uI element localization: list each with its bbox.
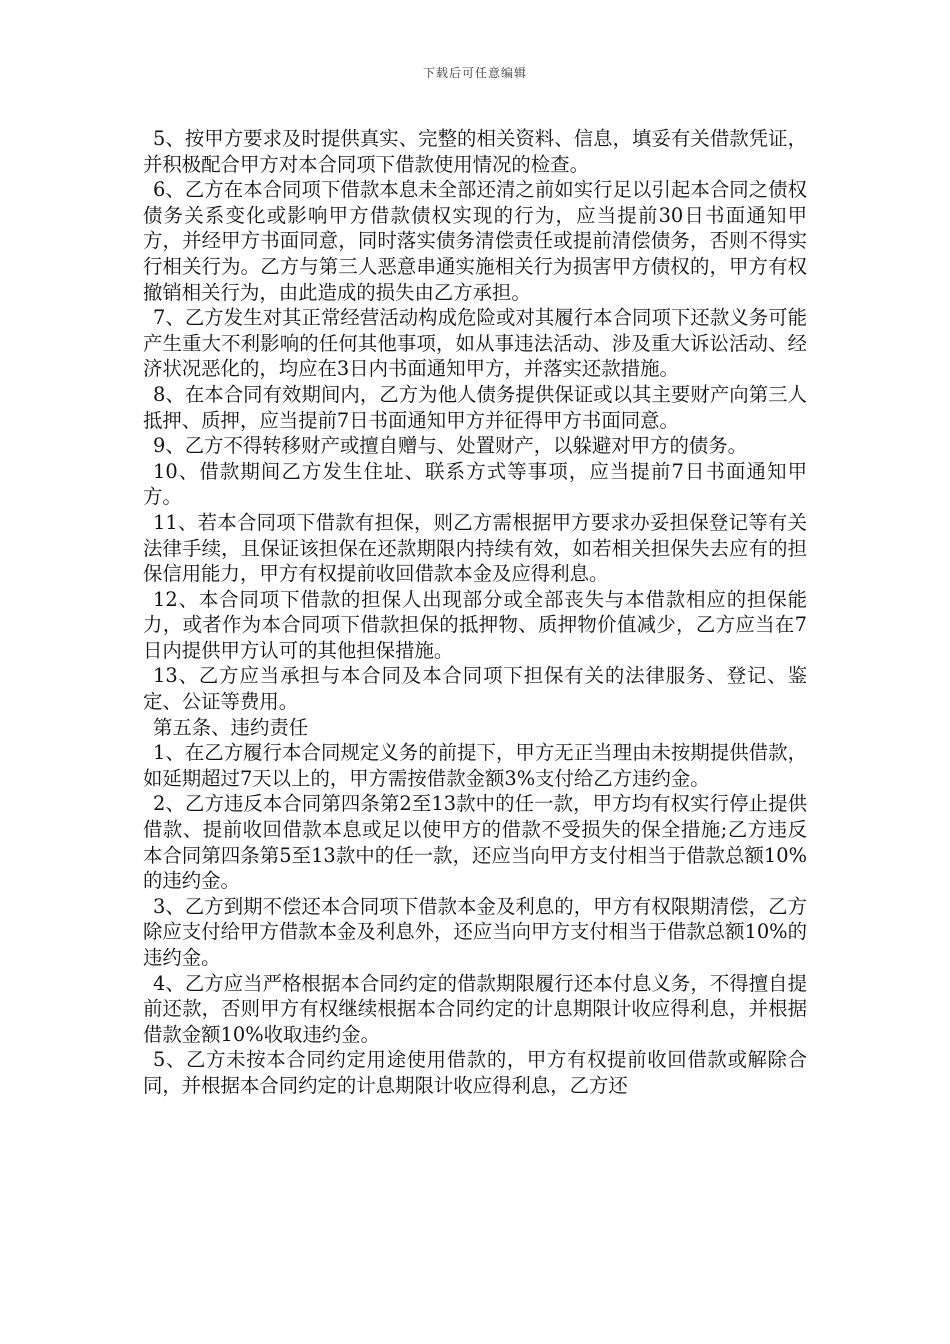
clause-4-13: 13、乙方应当承担与本合同及本合同项下担保有关的法律服务、登记、鉴定、公证等费用。: [143, 664, 807, 714]
clause-4-7: 7、乙方发生对其正常经营活动构成危险或对其履行本合同项下还款义务可能产生重大不利影响的任何其他事项，如从事违法活动、涉及重大诉讼活动、经济状况恶化的，均应在3日内书面通知甲方，并落实还款措施。: [143, 306, 807, 381]
page-header: 下载后可任意编辑: [422, 66, 527, 80]
clause-4-8: 8、在本合同有效期间内，乙方为他人债务提供保证或以其主要财产向第三人抵押、质押，应当提前7日书面通知甲方并征得甲方书面同意。: [143, 382, 807, 432]
clause-4-12: 12、本合同项下借款的担保人出现部分或全部丧失与本借款相应的担保能力，或者作为本合同项下借款担保的抵押物、质押物价值减少，乙方应当在7日内提供甲方认可的其他担保措施。: [143, 587, 807, 662]
clause-5-2: 2、乙方违反本合同第四条第2至13款中的任一款，甲方均有权实行停止提供借款、提前收回借款本息或足以使甲方的借款不受损失的保全措施;乙方违反本合同第四条第5至13款中的任一款，还应当向甲方支付相当于借款总额10%的违约金。: [143, 792, 807, 893]
clause-5-1: 1、在乙方履行本合同规定义务的前提下，甲方无正当理由未按期提供借款，如延期超过7天以上的，甲方需按借款金额3%支付给乙方违约金。: [143, 741, 807, 790]
clause-4-11: 11、若本合同项下借款有担保，则乙方需根据甲方要求办妥担保登记等有关法律手续，且保证该担保在还款期限内持续有效，如若相关担保失去应有的担保信用能力，甲方有权提前收回借款本金及应得利息。: [143, 510, 807, 586]
clause-4-10: 10、借款期间乙方发生住址、联系方式等事项，应当提前7日书面通知甲方。: [143, 459, 807, 509]
clause-4-9: 9、乙方不得转移财产或擅自赠与、处置财产，以躲避对甲方的债务。: [153, 434, 748, 458]
clause-4-6: 6、乙方在本合同项下借款本息未全部还清之前如实行足以引起本合同之债权债务关系变化或影响甲方借款债权实现的行为，应当提前30日书面通知甲方，并经甲方书面同意，同时落实债务清偿责任或提前清偿债务，否则不得实行相关行为。乙方与第三人恶意串通实施相关行为损害甲方债权的，甲方有权撤销相关行为，由此造成的损失由乙方承担。: [143, 178, 807, 304]
section-heading-article-5: 第五条、违约责任: [153, 715, 309, 739]
clause-4-5: 5、按甲方要求及时提供真实、完整的相关资料、信息，填妥有关借款凭证，并积极配合甲方对本合同项下借款使用情况的检查。: [143, 127, 807, 176]
clause-5-3: 3、乙方到期不偿还本合同项下借款本金及利息的，甲方有权限期清偿，乙方除应支付给甲方借款本金及利息外，还应当向甲方支付相当于借款总额10%的违约金。: [143, 894, 807, 969]
clause-5-4: 4、乙方应当严格根据本合同约定的借款期限履行还本付息义务，不得擅自提前还款，否则甲方有权继续根据本合同约定的计息期限计收应得利息，并根据借款金额10%收取违约金。: [143, 971, 807, 1046]
document-body: [143, 126, 807, 1099]
clause-5-5: 5、乙方未按本合同约定用途使用借款的，甲方有权提前收回借款或解除合同，并根据本合同约定的计息期限计收应得利息，乙方还: [143, 1048, 807, 1097]
